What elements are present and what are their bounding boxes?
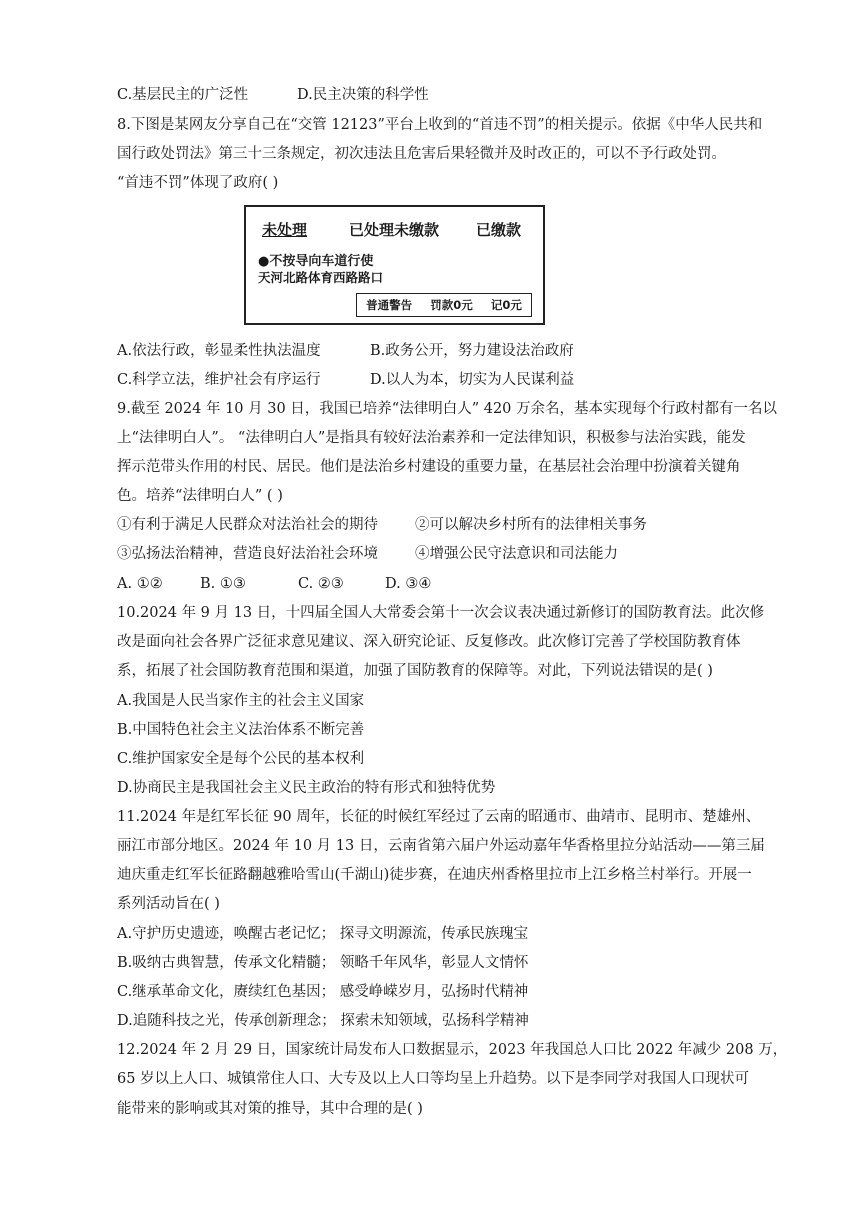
q11-option-d: D.追随科技之光，传承创新理念； 探索未知领域，弘扬科学精神 (117, 1013, 529, 1029)
q8-stem-line-1: 8.下图是某网友分享自己在“交管 12123”平台上收到的“首违不罚”的相关提示。依据《中华人民共和 (117, 117, 763, 133)
q11-option-a: A.守护历史遗迹，唤醒古老记忆； 探寻文明源流，传承民族瑰宝 (117, 926, 529, 942)
q11-stem-line-2: 丽江市部分地区。2024 年 10 月 13 日，云南省第六届户外运动嘉年华香格里拉分站活动——第三届 (117, 838, 765, 854)
q9-stem-line-3: 挥示范带头作用的村民、居民。他们是法治乡村建设的重要力量，在基层社会治理中扮演着关键角 (117, 459, 741, 475)
penalty-summary (356, 293, 532, 317)
penalty-warning: 普通警告 (366, 298, 413, 312)
q10-option-d: D.协商民主是我国社会主义民主政治的特有形式和独特优势 (117, 780, 496, 796)
q11-stem-line-3: 迪庆重走红军长征路翻越雅哈雪山(千湖山)徒步赛，在迪庆州香格里拉市上江乡格兰村举行。开展一 (117, 867, 752, 883)
q7-option-c: C.基层民主的广泛性 (117, 87, 249, 103)
q8-option-b: B.政务公开，努力建设法治政府 (370, 343, 574, 359)
q9-statement-2: ②可以解决乡村所有的法律相关事务 (415, 517, 647, 533)
violation-location: 天河北路体育西路路口 (258, 270, 384, 285)
q10-option-b: B.中国特色社会主义法治体系不断完善 (117, 722, 365, 738)
q8-stem-line-2: 国行政处罚法》第三十三条规定，初次违法且危害后果轻微并及时改正的，可以不予行政处罚。 (117, 146, 726, 162)
q10-stem-line-1: 10.2024 年 9 月 13 日，十四届全国人大常委会第十一次会议表决通过新修订的国防教育法。此次修 (117, 605, 765, 621)
q9-statement-1: ①有利于满足人民群众对法治社会的期待 (117, 517, 378, 533)
q11-option-c: C.继承革命文化，赓续红色基因； 感受峥嵘岁月，弘扬时代精神 (117, 984, 529, 1000)
q12-stem-line-1: 12.2024 年 2 月 29 日，国家统计局发布人口数据显示，2023 年我国总人口比 2022 年减少 208 万， (117, 1042, 788, 1058)
q12-stem-line-3: 能带来的影响或其对策的推导，其中合理的是( ) (117, 1101, 423, 1117)
q9-option-b: B. ①③ (200, 576, 246, 592)
q9-statement-4: ④增强公民守法意识和司法能力 (415, 546, 618, 562)
q10-option-a: A.我国是人民当家作主的社会主义国家 (117, 693, 365, 709)
q8-option-d: D.以人为本，切实为人民谋利益 (370, 372, 575, 388)
q10-stem-line-2: 改是面向社会各界广泛征求意见建议、深入研究论证、反复修改。此次修订完善了学校国防教育体 (117, 634, 741, 650)
q9-stem-line-1: 9.截至 2024 年 10 月 30 日，我国已培养“法律明白人” 420 万余名，基本实现每个行政村都有一名以 (117, 401, 778, 417)
tab-processed-unpaid: 已处理未缴款 (349, 221, 440, 239)
q9-option-d: D. ③④ (385, 576, 432, 592)
q8-stem-line-3: “首违不罚”体现了政府( ) (117, 175, 279, 191)
q10-stem-line-3: 系，拓展了社会国防教育范围和渠道，加强了国防教育的保障等。对此，下列说法错误的是( ) (117, 663, 713, 679)
tab-paid: 已缴款 (476, 221, 522, 239)
q7-option-d: D.民主决策的科学性 (297, 87, 429, 103)
q11-option-b: B.吸纳古典智慧，传承文化精髓； 领略千年风华，彰显人文情怀 (117, 955, 529, 971)
violation-item: ●不按导向车道行使 (258, 254, 374, 269)
q8-option-a: A.依法行政，彰显柔性执法温度 (117, 343, 321, 359)
penalty-points: 记0元 (490, 298, 522, 312)
q9-stem-line-4: 色。培养“法律明白人” ( ) (117, 488, 283, 504)
q11-stem-line-1: 11.2024 年是红军长征 90 周年，长征的时候红军经过了云南的昭通市、曲靖市、昆明市、楚雄州、 (117, 809, 761, 825)
q8-option-c: C.科学立法，维护社会有序运行 (117, 372, 321, 388)
q9-option-c: C. ②③ (298, 576, 344, 592)
q10-option-c: C.维护国家安全是每个公民的基本权利 (117, 751, 365, 767)
q8-figure-app-notice (244, 205, 545, 325)
q9-option-a: A. ①② (117, 576, 163, 592)
q9-statement-3: ③弘扬法治精神，营造良好法治社会环境 (117, 546, 378, 562)
penalty-fine: 罚款0元 (430, 298, 473, 312)
q9-stem-line-2: 上“法律明白人”。 “法律明白人”是指具有较好法治素养和一定法律知识，积极参与法治实践，能发 (117, 430, 746, 446)
tab-unprocessed: 未处理 (262, 221, 308, 239)
q12-stem-line-2: 65 岁以上人口、城镇常住人口、大专及以上人口等均呈上升趋势。以下是李同学对我国人口现状可 (117, 1071, 750, 1087)
q11-stem-line-4: 系列活动旨在( ) (117, 896, 220, 912)
